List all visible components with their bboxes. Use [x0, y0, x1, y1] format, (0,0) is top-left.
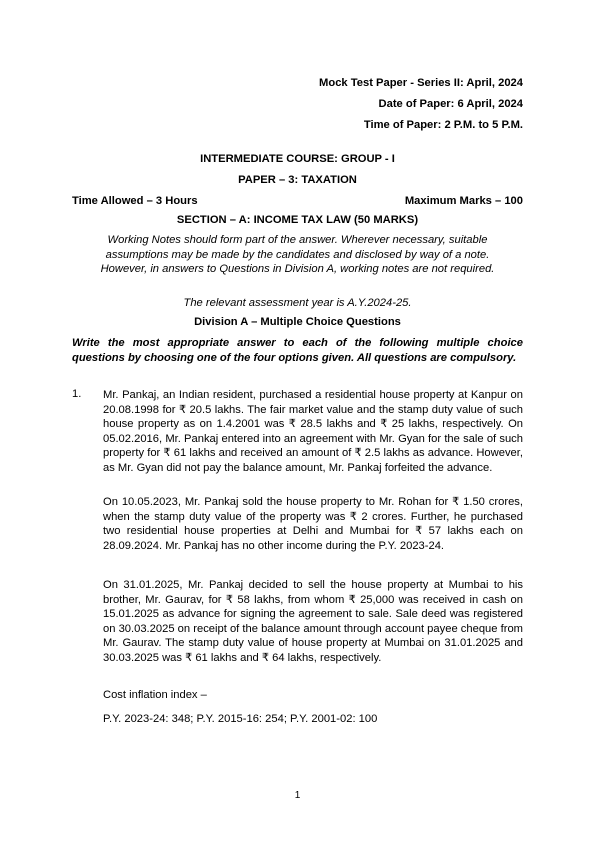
question-paragraph-1: Mr. Pankaj, an Indian resident, purchased a residential house property at Kanpur on 20.08.1998 for ₹ 20.5 lakhs. The fair market value and the stamp duty value of such house property as on 1.4.2001 was ₹ 28.5 lakhs and ₹ 25 lakhs, respectively. On 05.02.2016, Mr. Pankaj entered into an agreement with Mr. Gyan for the sale of such property for ₹ 61 lakhs and received an amount of ₹ 2.5 lakhs as advance. However, as Mr. Gyan did not pay the balance amount, Mr. Pankaj forfeited the advance. — [103, 389, 523, 474]
working-notes-note: Working Notes should form part of the answer. Wherever necessary, suitable assumptions may be made by the candidates and disclosed by way of a note. However, in answers to Questions in Division A, working notes are not required. — [100, 234, 495, 275]
paper-header — [319, 73, 523, 136]
date-line: Date of Paper: 6 April, 2024 — [378, 98, 523, 110]
cost-inflation-values: P.Y. 2023-24: 348; P.Y. 2015-16: 254; P.Y. 2001-02: 100 — [103, 713, 378, 725]
page-number: 1 — [294, 790, 301, 801]
time-line: Time of Paper: 2 P.M. to 5 P.M. — [363, 119, 523, 131]
division-title: Division A – Multiple Choice Questions — [194, 316, 401, 328]
question-paragraph-3: On 31.01.2025, Mr. Pankaj decided to sell the house property at Mumbai to his brother, Mr. Gaurav, for ₹ 58 lakhs, from whom ₹ 25,000 was received in cash on 15.01.2025 as advance for signing the agreement to sale. Sale deed was registered on 30.03.2025 on receipt of the balance amount through account payee cheque from Mr. Gaurav. The stamp duty value of house property at Mumbai on 31.01.2025 and 30.03.2025 was ₹ 61 lakhs and ₹ 64 lakhs, respectively. — [103, 579, 523, 664]
paper-title: PAPER – 3: TAXATION — [238, 174, 357, 186]
question-number: 1. — [72, 388, 82, 400]
assessment-year-note: The relevant assessment year is A.Y.2024-25. — [183, 297, 412, 309]
mcq-instructions: Write the most appropriate answer to each of the following multiple choice questions by choosing one of the four options given. All questions are compulsory. — [72, 337, 523, 364]
time-allowed: Time Allowed – 3 Hours — [72, 195, 198, 207]
section-title: SECTION – A: INCOME TAX LAW (50 MARKS) — [176, 214, 419, 226]
cost-inflation-label: Cost inflation index – — [103, 689, 207, 701]
course-title: INTERMEDIATE COURSE: GROUP - I — [200, 153, 395, 165]
maximum-marks: Maximum Marks – 100 — [404, 195, 523, 207]
series-line: Mock Test Paper - Series II: April, 2024 — [319, 77, 523, 89]
time-marks-row — [72, 195, 523, 207]
question-paragraph-2: On 10.05.2023, Mr. Pankaj sold the house property to Mr. Rohan for ₹ 1.50 crores, when the stamp duty value of the property was ₹ 2 crores. Further, he purchased two residential house properties at Delhi and Mumbai for ₹ 57 lakhs each on 28.09.2024. Mr. Pankaj has no other income during the P.Y. 2023-24. — [103, 496, 523, 552]
